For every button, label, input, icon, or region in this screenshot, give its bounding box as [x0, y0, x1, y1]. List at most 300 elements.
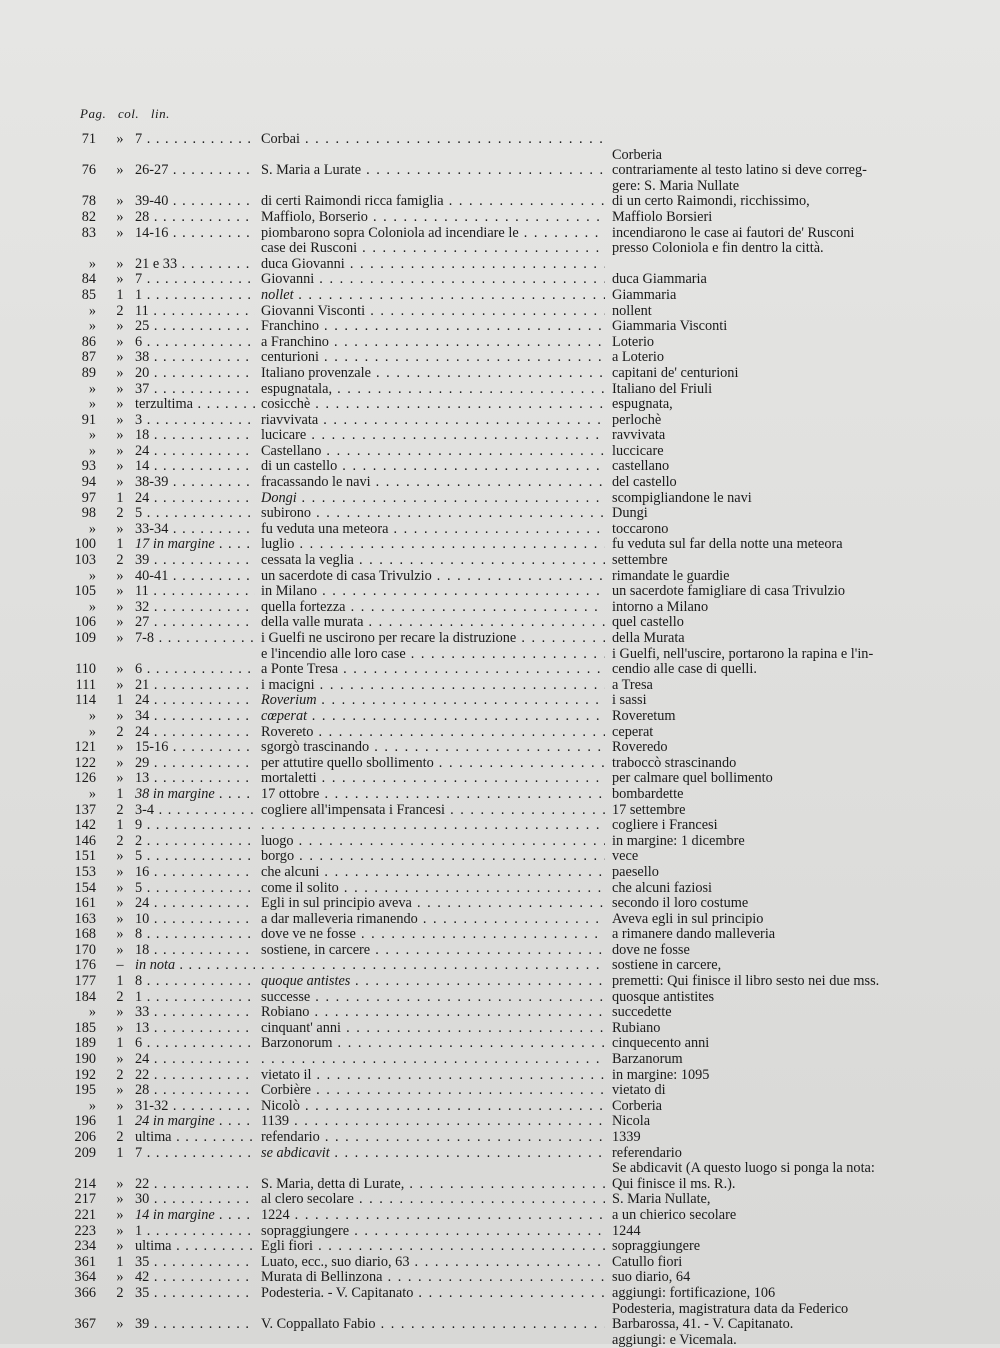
column-number: »: [116, 255, 124, 272]
line-number: 37 . . .: [135, 382, 255, 398]
errata-row: [0, 912, 1000, 928]
line-number: 24 . . .: [135, 725, 255, 741]
page-number: 105: [74, 583, 96, 600]
error-text: Italiano provenzale . . .: [261, 366, 605, 382]
errata-row: [0, 335, 1000, 351]
line-number: 8 . . .: [135, 927, 255, 943]
error-text: refendario . . .: [261, 1130, 605, 1146]
errata-row: [0, 1270, 1000, 1286]
column-number: »: [116, 739, 124, 756]
errata-row: [0, 1021, 1000, 1037]
errata-row: [0, 288, 1000, 304]
page-number: »: [88, 520, 96, 537]
error-text: Maffiolo, Borserio . . .: [261, 210, 605, 226]
line-number: 28 . . .: [135, 210, 255, 226]
page-number: 190: [74, 1051, 96, 1068]
page-number: 106: [74, 614, 96, 631]
line-number: 22 . . .: [135, 1177, 255, 1193]
correction-text: ceperat: [612, 723, 654, 740]
correction-text: settembre: [612, 552, 668, 569]
error-text: [261, 1052, 605, 1068]
column-number: »: [116, 1097, 124, 1114]
errata-row: [0, 1130, 1000, 1146]
line-number: 24 . . .: [135, 491, 255, 507]
line-number: 35 . . .: [135, 1255, 255, 1271]
line-number: 24 . . .: [135, 1052, 255, 1068]
errata-row: [0, 179, 1000, 195]
correction-text: gere: S. Maria Nullate: [612, 177, 740, 194]
correction-text: Qui finisce il ms. R.).: [612, 1175, 736, 1192]
error-text: V. Coppallato Fabio . . .: [261, 1317, 605, 1333]
line-number: 27 . . .: [135, 615, 255, 631]
column-number: »: [116, 349, 124, 366]
line-number: 32 . . .: [135, 600, 255, 616]
column-number: »: [116, 1004, 124, 1021]
errata-row: [0, 241, 1000, 257]
correction-text: Aveva egli in sul principio: [612, 910, 764, 927]
errata-row: [0, 1146, 1000, 1162]
line-number: 38-39 . . .: [135, 475, 255, 491]
errata-row: [0, 818, 1000, 834]
column-number: 1: [116, 785, 124, 802]
column-number: »: [116, 193, 124, 210]
page-number: 367: [74, 1316, 96, 1333]
error-text: cessata la veglia . . .: [261, 553, 605, 569]
errata-row: [0, 787, 1000, 803]
page-number: 114: [75, 692, 96, 709]
page-number: »: [88, 255, 96, 272]
errata-row: [0, 475, 1000, 491]
column-number: 2: [116, 988, 124, 1005]
correction-text: Podesteria, magistratura data da Federico: [612, 1300, 849, 1317]
line-number: 6 . . .: [135, 335, 255, 351]
error-text: cosicchè . . .: [261, 397, 605, 413]
page-number: 170: [74, 941, 96, 958]
column-number: »: [116, 1269, 124, 1286]
correction-text: capitani de' centurioni: [612, 364, 739, 381]
page-number: 189: [74, 1035, 96, 1052]
column-number: »: [116, 427, 124, 444]
correction-text: vece: [612, 848, 639, 865]
errata-row: [0, 428, 1000, 444]
error-text: a dar malleveria rimanendo . . .: [261, 912, 605, 928]
page-number: 209: [74, 1144, 96, 1161]
correction-text: paesello: [612, 863, 659, 880]
error-text: S. Maria a Lurate . . .: [261, 163, 605, 179]
errata-row: [0, 693, 1000, 709]
page-number: 176: [74, 957, 96, 974]
page-number: 142: [74, 817, 96, 834]
correction-text: un sacerdote famigliare di casa Trivulzio: [612, 583, 846, 600]
errata-row: [0, 350, 1000, 366]
line-number: 1 . . .: [135, 990, 255, 1006]
error-text: a Ponte Tresa . . .: [261, 662, 605, 678]
correction-text: aggiungi: e Vicemala.: [612, 1331, 737, 1348]
column-number: »: [116, 271, 124, 288]
line-number: 38 in margine . . .: [135, 787, 255, 803]
correction-text: traboccò strascinando: [612, 754, 737, 771]
errata-row: [0, 678, 1000, 694]
correction-text: Rubiano: [612, 1019, 661, 1036]
error-text: 17 ottobre . . .: [261, 787, 605, 803]
error-text: duca Giovanni . . .: [261, 257, 605, 273]
column-number: 1: [116, 1035, 124, 1052]
column-number: 2: [116, 1066, 124, 1083]
page-number: 94: [81, 474, 96, 491]
page-number: 87: [81, 349, 96, 366]
page-number: »: [88, 396, 96, 413]
correction-text: dove ne fosse: [612, 941, 690, 958]
error-text: Castellano . . .: [261, 444, 605, 460]
errata-row: [0, 569, 1000, 585]
page-number: 234: [74, 1238, 96, 1255]
correction-text: del castello: [612, 474, 677, 491]
line-number: 11 . . .: [135, 584, 255, 600]
error-text: Rovereto . . .: [261, 725, 605, 741]
error-text: Podesteria. - V. Capitanato . . .: [261, 1286, 605, 1302]
page-number: 168: [74, 926, 96, 943]
line-number: 14-16 . . .: [135, 226, 255, 242]
page-number: »: [88, 318, 96, 335]
errata-row: [0, 600, 1000, 616]
line-number: 26-27 . . .: [135, 163, 255, 179]
errata-row: [0, 553, 1000, 569]
correction-text: duca Giammaria: [612, 271, 707, 288]
errata-row: [0, 1052, 1000, 1068]
line-number: 18 . . .: [135, 943, 255, 959]
error-text: un sacerdote di casa Trivulzio . . .: [261, 569, 605, 585]
error-text: Egli in sul principio aveva . . .: [261, 896, 605, 912]
correction-text: perlochè: [612, 411, 662, 428]
page-number: »: [88, 380, 96, 397]
correction-text: S. Maria Nullate,: [612, 1191, 711, 1208]
page-number: »: [88, 427, 96, 444]
page-number: 217: [74, 1191, 96, 1208]
page-number: 192: [74, 1066, 96, 1083]
column-number: 1: [116, 489, 124, 506]
error-text: i Guelfi ne uscirono per recare la distruzione . . .: [261, 631, 605, 647]
column-number: »: [116, 926, 124, 943]
column-number: »: [116, 208, 124, 225]
error-text: sgorgò trascinando . . .: [261, 740, 605, 756]
page-number: 184: [74, 988, 96, 1005]
column-number: »: [116, 1316, 124, 1333]
line-number: 9 . . .: [135, 818, 255, 834]
column-number: »: [116, 162, 124, 179]
correction-text: rimandate le guardie: [612, 567, 730, 584]
errata-row: [0, 491, 1000, 507]
error-text: borgo . . .: [261, 849, 605, 865]
error-text: a Franchino . . .: [261, 335, 605, 351]
correction-text: intorno a Milano: [612, 598, 709, 615]
line-number: 21 e 33 . . .: [135, 257, 255, 273]
error-text: in Milano . . .: [261, 584, 605, 600]
errata-row: [0, 1208, 1000, 1224]
errata-row: [0, 1333, 1000, 1348]
line-number: 3-4 . . .: [135, 803, 255, 819]
column-number: »: [116, 364, 124, 381]
column-number: 1: [116, 1253, 124, 1270]
errata-row: [0, 319, 1000, 335]
column-number: 1: [116, 1113, 124, 1130]
error-text: di certi Raimondi ricca famiglia . . .: [261, 194, 605, 210]
line-number: 7 . . .: [135, 132, 255, 148]
correction-text: 1244: [612, 1222, 641, 1239]
line-number: terzultima . . .: [135, 397, 255, 413]
column-number: »: [116, 848, 124, 865]
errata-row: [0, 210, 1000, 226]
errata-row: [0, 1302, 1000, 1318]
line-number: 35 . . .: [135, 1286, 255, 1302]
correction-text: quosque antistites: [612, 988, 715, 1005]
column-number: »: [116, 707, 124, 724]
column-number: »: [116, 614, 124, 631]
errata-row: [0, 740, 1000, 756]
line-number: 29 . . .: [135, 756, 255, 772]
column-number: 1: [116, 1144, 124, 1161]
column-number: »: [116, 863, 124, 880]
line-number: 24 . . .: [135, 444, 255, 460]
column-number: 1: [116, 817, 124, 834]
error-text: al clero secolare . . .: [261, 1192, 605, 1208]
errata-row: [0, 662, 1000, 678]
errata-row: [0, 865, 1000, 881]
errata-row: [0, 943, 1000, 959]
error-text: luogo . . .: [261, 834, 605, 850]
page-number: »: [88, 442, 96, 459]
correction-text: di un certo Raimondi, ricchissimo,: [612, 193, 810, 210]
header-col: col.: [117, 106, 140, 121]
line-number: 1 . . .: [135, 288, 255, 304]
line-number: 10 . . .: [135, 912, 255, 928]
errata-row: [0, 304, 1000, 320]
column-number: »: [116, 1206, 124, 1223]
line-number: 16 . . .: [135, 865, 255, 881]
page-number: 93: [81, 458, 96, 475]
page-number: 78: [81, 193, 96, 210]
column-number: »: [116, 131, 124, 147]
error-text: S. Maria, detta di Lurate, . . .: [261, 1177, 605, 1193]
correction-text: Barbarossa, 41. - V. Capitanato.: [612, 1316, 794, 1333]
error-text: della valle murata . . .: [261, 615, 605, 631]
correction-text: castellano: [612, 458, 670, 475]
page-number: »: [88, 567, 96, 584]
correction-text: 1339: [612, 1129, 641, 1145]
errata-row: [0, 1005, 1000, 1021]
page-number: 361: [74, 1253, 96, 1270]
errata-row: [0, 1317, 1000, 1333]
error-text: 1224 . . .: [261, 1208, 605, 1224]
errata-row: [0, 849, 1000, 865]
column-number: »: [116, 458, 124, 475]
errata-row: [0, 1114, 1000, 1130]
errata-row: [0, 272, 1000, 288]
errata-row: [0, 756, 1000, 772]
errata-row: [0, 647, 1000, 663]
errata-row: [0, 1224, 1000, 1240]
line-number: 24 . . .: [135, 693, 255, 709]
column-number: 1: [116, 286, 124, 303]
correction-text: nollent: [612, 302, 652, 319]
page-number: 110: [75, 661, 96, 678]
line-number: 15-16 . . .: [135, 740, 255, 756]
correction-text: della Murata: [612, 630, 685, 646]
error-text: Egli fiori . . .: [261, 1239, 605, 1255]
page-number: »: [88, 707, 96, 724]
column-number: »: [116, 1238, 124, 1255]
correction-text: Loterio: [612, 333, 655, 350]
correction-text: Maffiolo Borsieri: [612, 208, 713, 225]
column-number: »: [116, 770, 124, 787]
page-number: »: [88, 302, 96, 319]
line-number: 6 . . .: [135, 662, 255, 678]
correction-text: i Guelfi, nell'uscire, portarono la rapina e l'in-: [612, 645, 874, 662]
correction-text: quel castello: [612, 614, 684, 631]
line-number: 6 . . .: [135, 1036, 255, 1052]
error-text: 1139 . . .: [261, 1114, 605, 1130]
errata-row: [0, 881, 1000, 897]
page-number: 206: [74, 1129, 96, 1145]
errata-row: [0, 834, 1000, 850]
line-number: 20 . . .: [135, 366, 255, 382]
correction-text: cogliere i Francesi: [612, 817, 718, 834]
page-number: 76: [81, 162, 96, 179]
errata-row: [0, 631, 1000, 647]
error-text: subirono . . .: [261, 506, 605, 522]
column-number: »: [116, 661, 124, 678]
page-number: 91: [81, 411, 96, 428]
error-text: cinquant' anni . . .: [261, 1021, 605, 1037]
errata-row: [0, 1099, 1000, 1115]
page-number: 84: [81, 271, 96, 288]
page-number: 121: [74, 739, 96, 756]
column-number: »: [116, 676, 124, 693]
error-text: quella fortezza . . .: [261, 600, 605, 616]
error-text: per attutire quello sbollimento . . .: [261, 756, 605, 772]
error-text: Dongi . . .: [261, 491, 605, 507]
error-text: [261, 958, 605, 974]
column-number: 2: [116, 302, 124, 319]
line-number: 14 . . .: [135, 459, 255, 475]
correction-text: Giammaria: [612, 286, 677, 303]
error-text: Corbai . . .: [261, 132, 605, 148]
column-number: »: [116, 895, 124, 912]
page-number: 103: [74, 552, 96, 569]
page-number: 82: [81, 208, 96, 225]
line-number: 14 in margine . . .: [135, 1208, 255, 1224]
errata-row: [0, 1036, 1000, 1052]
line-number: 24 in margine . . .: [135, 1114, 255, 1130]
errata-row: [0, 226, 1000, 242]
column-number: 2: [116, 801, 124, 818]
error-text: Giovanni . . .: [261, 272, 605, 288]
page-number: 221: [74, 1206, 96, 1223]
line-number: 33-34 . . .: [135, 522, 255, 538]
errata-row: [0, 522, 1000, 538]
page-number: 100: [74, 536, 96, 553]
errata-row: [0, 132, 1000, 148]
column-number: 2: [116, 552, 124, 569]
page-number: 366: [74, 1284, 96, 1301]
correction-text: cendio alle case di quelli.: [612, 661, 757, 678]
errata-row: [0, 1286, 1000, 1302]
column-number: 1: [116, 692, 124, 709]
page-number: 97: [81, 489, 96, 506]
error-text: quoque antistes . . .: [261, 974, 605, 990]
correction-text: in margine: 1095: [612, 1066, 710, 1083]
errata-row: [0, 1255, 1000, 1271]
errata-row: [0, 896, 1000, 912]
error-text: Giovanni Visconti . . .: [261, 304, 605, 320]
correction-text: cinquecento anni: [612, 1035, 710, 1052]
error-text: Robiano . . .: [261, 1005, 605, 1021]
column-number: 2: [116, 1284, 124, 1301]
error-text: fracassando le navi . . .: [261, 475, 605, 491]
column-number: »: [116, 442, 124, 459]
error-text: nollet . . .: [261, 288, 605, 304]
error-text: Barzonorum . . .: [261, 1036, 605, 1052]
errata-row: [0, 958, 1000, 974]
errata-row: [0, 1068, 1000, 1084]
column-number: »: [116, 520, 124, 537]
column-number: »: [116, 630, 124, 646]
line-number: 5 . . .: [135, 506, 255, 522]
errata-row: [0, 1083, 1000, 1099]
line-number: 7-8 . . .: [135, 631, 255, 647]
errata-row: [0, 163, 1000, 179]
error-text: Nicolò . . .: [261, 1099, 605, 1115]
page-number: »: [88, 723, 96, 740]
line-number: 39 . . .: [135, 1317, 255, 1333]
line-number: 24 . . .: [135, 896, 255, 912]
page-number: 195: [74, 1082, 96, 1099]
error-text: Franchino . . .: [261, 319, 605, 335]
page-number: »: [88, 1097, 96, 1114]
column-number: »: [116, 333, 124, 350]
column-number: »: [116, 754, 124, 771]
line-number: 17 in margine . . .: [135, 537, 255, 553]
line-number: 13 . . .: [135, 771, 255, 787]
column-number: »: [116, 1222, 124, 1239]
error-text: successe . . .: [261, 990, 605, 1006]
correction-text: Se abdicavit (A questo luogo si ponga la nota:: [612, 1160, 875, 1177]
correction-text: contrariamente al testo latino si deve correg-: [612, 162, 867, 179]
error-text: espugnatala, . . .: [261, 382, 605, 398]
line-number: ultima . . .: [135, 1130, 255, 1146]
error-text: Corbière . . .: [261, 1083, 605, 1099]
column-number: »: [116, 1082, 124, 1099]
correction-text: incendiarono le case ai fautori de' Rusconi: [612, 224, 855, 241]
correction-text: suo diario, 64: [612, 1269, 691, 1286]
errata-row: [0, 974, 1000, 990]
error-text: se abdicavit . . .: [261, 1146, 605, 1162]
errata-row: [0, 506, 1000, 522]
error-text: mortaletti . . .: [261, 771, 605, 787]
line-number: in nota . . .: [135, 958, 255, 974]
line-number: 22 . . .: [135, 1068, 255, 1084]
page-number: 196: [74, 1113, 96, 1130]
column-number: »: [116, 583, 124, 600]
line-number: 39-40 . . .: [135, 194, 255, 210]
correction-text: a un chierico secolare: [612, 1206, 737, 1223]
line-number: 33 . . .: [135, 1005, 255, 1021]
error-text: cœperat . . .: [261, 709, 605, 725]
column-number: »: [116, 1019, 124, 1036]
page-number: 146: [74, 832, 96, 849]
error-text: sostiene, in carcere . . .: [261, 943, 605, 959]
errata-row: [0, 1192, 1000, 1208]
correction-text: Catullo fiori: [612, 1253, 683, 1270]
